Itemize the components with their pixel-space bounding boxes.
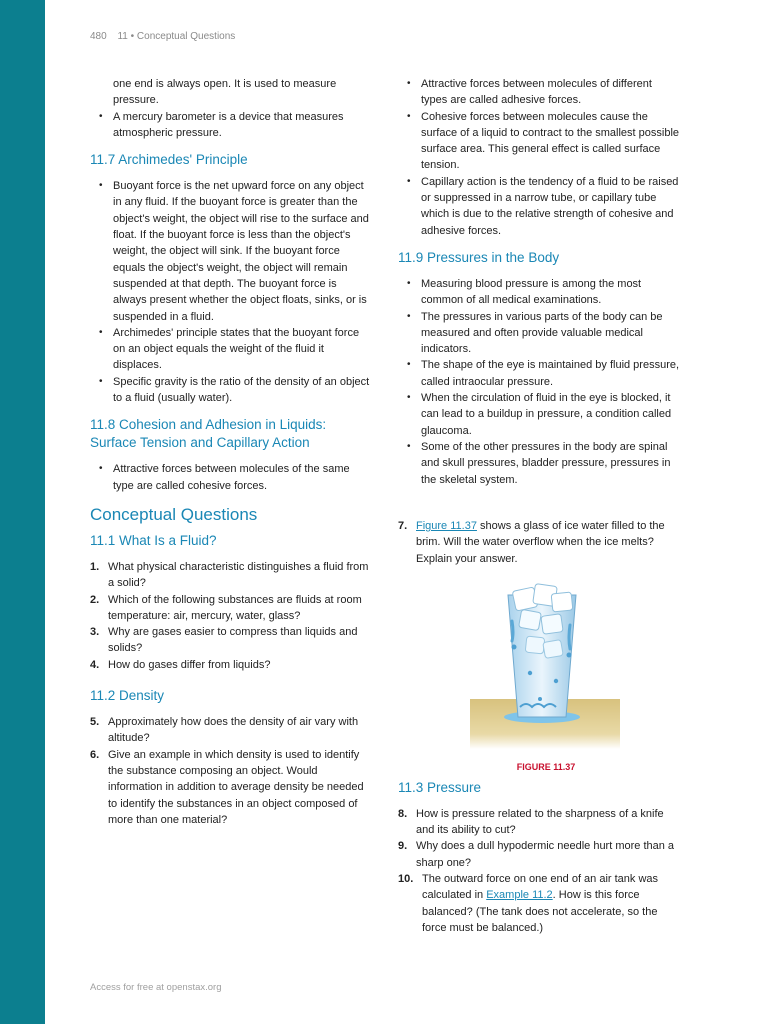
question-text: How is pressure related to the sharpness of a knife and its ability to cut? (416, 807, 664, 837)
question-item (90, 592, 372, 625)
section-heading-11-9[interactable]: 11.9 Pressures in the Body (398, 249, 560, 265)
question-item (90, 747, 372, 828)
section-heading-11-3[interactable]: 11.3 Pressure (398, 779, 482, 795)
list-item: • Specific gravity is the ratio of the density of an object to a fluid (usually water). (113, 374, 372, 407)
question-number: 8. (398, 807, 408, 820)
question-item (90, 559, 372, 592)
questions-11-3 (398, 806, 680, 936)
question-number: 3. (90, 626, 100, 639)
list-item: one end is always open. It is used to measure pressure. (113, 78, 337, 107)
question-item (398, 838, 680, 871)
figure-caption: FIGURE 11.37 (516, 761, 576, 772)
heading-line: Surface Tension and Capillary Action (90, 435, 310, 451)
chapter-title: 11 • Conceptual Questions (117, 31, 236, 42)
question-item (398, 518, 680, 567)
example-link[interactable]: Example 11.2 (486, 889, 553, 902)
question-text: How do gases differ from liquids? (108, 658, 271, 671)
page-header (90, 31, 243, 42)
list-item: • When the circulation of fluid in the eye is blocked, it can lead to a buildup in pressure, a condition called glaucoma. (421, 390, 680, 439)
question-text: Why are gases easier to compress than liquids and solids? (108, 626, 358, 655)
section-heading-11-7[interactable]: 11.7 Archimedes' Principle (90, 152, 248, 168)
ice-water-glass-figure (470, 581, 620, 772)
right-column-upper (398, 76, 680, 488)
question-item (90, 624, 372, 657)
bullets-11-9 (398, 276, 680, 488)
question-text: The outward force on one end of an air tank was calculated in (422, 873, 659, 902)
list-item: • Capillary action is the tendency of a fluid to be raised or suppressed in a narrow tube, or capillary tube which is due to the relative strength of cohesive and adhesive forces. (421, 174, 680, 239)
question-number: 2. (90, 593, 100, 606)
intro-bullets (90, 76, 372, 141)
page-footer[interactable]: Access for free at openstax.org (90, 982, 222, 993)
heading-line: 11.8 Cohesion and Adhesion in Liquids: (90, 417, 327, 433)
question-item (398, 806, 680, 839)
question-number: 6. (90, 748, 100, 761)
figure-link[interactable]: Figure 11.37 (416, 520, 477, 532)
question-item (90, 714, 372, 747)
ice-water-glass-illustration (470, 581, 620, 751)
bullets-11-8-cont (398, 76, 680, 239)
question-number: 9. (398, 840, 408, 853)
list-item: • Cohesive forces between molecules cause the surface of a liquid to contract to the smallest possible surface area. This general effect is called surface tension. (421, 109, 680, 174)
question-text: Why does a dull hypodermic needle hurt more than a sharp one? (416, 840, 675, 869)
question-number: 10. (398, 873, 414, 886)
page-number: 480 (90, 31, 107, 42)
question-number: 1. (90, 560, 100, 573)
right-column-lower (398, 518, 680, 936)
question-text: What physical characteristic distinguishes a fluid from a solid? (108, 560, 369, 590)
section-heading-11-1[interactable]: 11.1 What Is a Fluid? (90, 532, 217, 548)
question-7 (398, 518, 680, 567)
question-number: 5. (90, 716, 100, 729)
list-item: • Attractive forces between molecules of different types are called adhesive forces. (421, 76, 680, 109)
list-item: • A mercury barometer is a device that measures atmospheric pressure. (113, 109, 372, 142)
questions-11-2 (90, 714, 372, 828)
question-text: . How is this force balanced? (The tank does not accelerate, so the force must be balanced.) (422, 889, 658, 934)
list-item: • The pressures in various parts of the body can be measured and often provide valuable medical indicators. (421, 309, 680, 358)
section-heading-11-2[interactable]: 11.2 Density (90, 688, 165, 704)
conceptual-questions-heading: Conceptual Questions (90, 504, 258, 524)
question-item (398, 871, 680, 936)
bullets-11-7 (90, 178, 372, 406)
list-item: • Measuring blood pressure is among the most common of all medical examinations. (421, 276, 680, 309)
question-number: 7. (398, 520, 408, 532)
list-item: • Archimedes' principle states that the buoyant force on an object equals the weight of the fluid it displaces. (113, 325, 372, 374)
question-item (90, 657, 372, 673)
bullets-11-8 (90, 461, 372, 494)
questions-11-1 (90, 559, 372, 673)
section-heading-11-8[interactable] (90, 416, 372, 452)
question-text: shows a glass of ice water filled to the brim. Will the water overflow when the ice melts? Explain your answer. (416, 520, 665, 565)
question-text: Give an example in which density is used to identify the substance composing an object. Would information in addition to average density be needed to identify the substances in an object composed of more than one material? (108, 748, 364, 826)
list-item: • Buoyant force is the net upward force on any object in any fluid. If the buoyant force is greater than the object's weight, the object will rise to the surface and float. If the buoyant force is less than the object's weight, the object will sink. If the buoyant force equals the object's weight, the object will remain suspended at that depth. The buoyant force is always present whether the object floats, sinks, or is suspended in a fluid. (113, 178, 372, 325)
question-number: 4. (90, 658, 100, 671)
question-text: Approximately how does the density of air vary with altitude? (108, 716, 359, 745)
list-item: • The shape of the eye is maintained by fluid pressure, called intraocular pressure. (421, 357, 680, 390)
question-text: Which of the following substances are fluids at room temperature: air, mercury, water, glass? (108, 593, 362, 622)
left-column (90, 76, 372, 828)
list-item: • Attractive forces between molecules of the same type are called cohesive forces. (113, 461, 372, 494)
side-color-bar (0, 0, 45, 1024)
list-item: • Some of the other pressures in the body are spinal and skull pressures, bladder pressure, pressures in the skeletal system. (421, 439, 680, 488)
